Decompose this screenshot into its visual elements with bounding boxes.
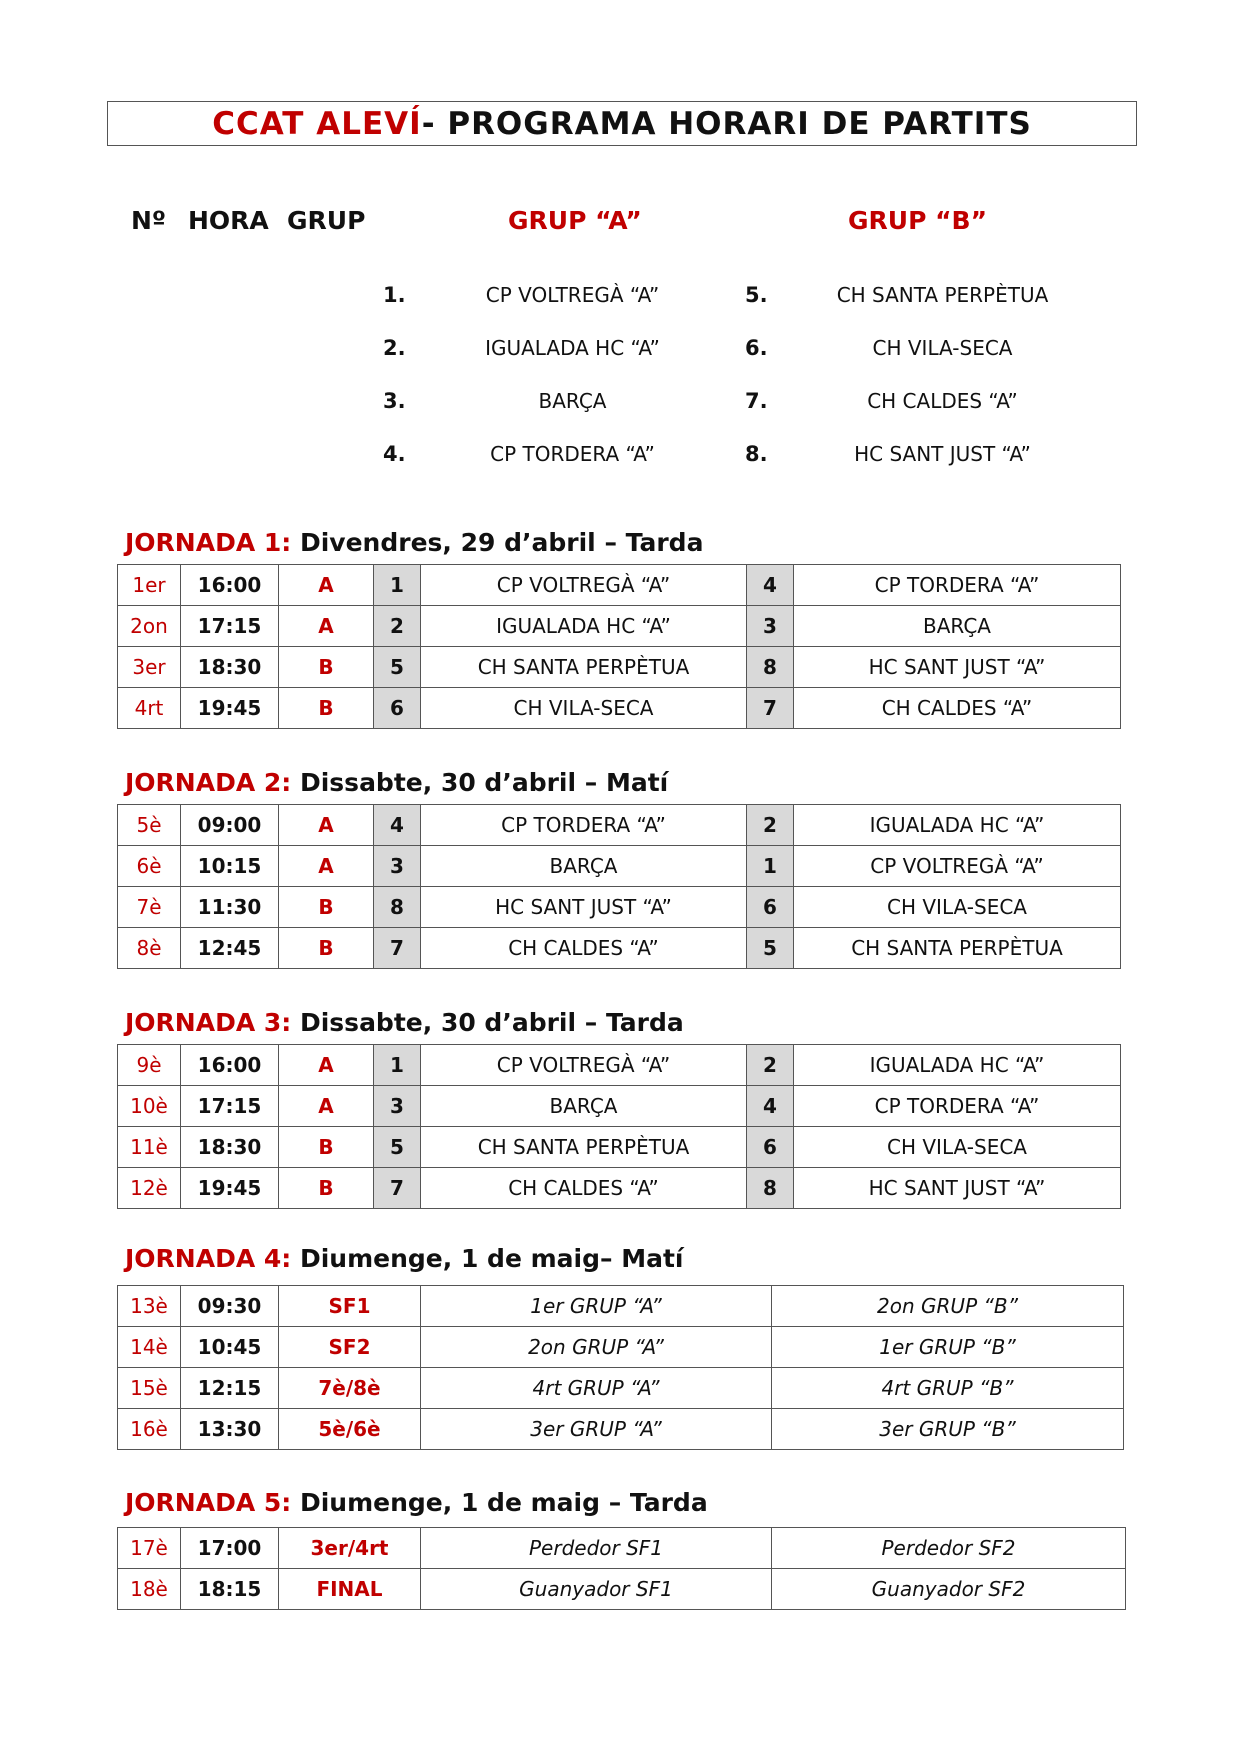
- home-team: CH SANTA PERPÈTUA: [421, 1127, 747, 1168]
- jornada-desc: Divendres, 29 d’abril – Tarda: [291, 528, 704, 557]
- away-number: 4: [747, 1086, 794, 1127]
- match-order: 6è: [118, 846, 181, 887]
- match-time: 09:00: [181, 805, 279, 846]
- jornada-heading: [125, 768, 668, 797]
- match-time: 16:00: [181, 565, 279, 606]
- match-group: B: [279, 928, 374, 969]
- group-a-team: CP VOLTREGÀ “A”: [485, 283, 660, 307]
- jornada-heading: [125, 1244, 683, 1273]
- match-order: 2on: [118, 606, 181, 647]
- group-a-team: CP TORDERA “A”: [490, 442, 655, 466]
- home-number: 7: [374, 1168, 421, 1209]
- table-row: [118, 928, 1121, 969]
- table-row: [118, 1569, 1126, 1610]
- header-group-b: GRUP “B”: [848, 206, 988, 235]
- away-number: 2: [747, 1045, 794, 1086]
- header-no: Nº: [131, 206, 167, 235]
- home-team: CH CALDES “A”: [421, 1168, 747, 1209]
- match-group: B: [279, 887, 374, 928]
- home-number: 3: [374, 1086, 421, 1127]
- home-number: 7: [374, 928, 421, 969]
- table-row: [118, 1528, 1126, 1569]
- home-team: IGUALADA HC “A”: [421, 606, 747, 647]
- match-order: 11è: [118, 1127, 181, 1168]
- group-a-num: 1.: [383, 283, 406, 307]
- schedule-table-jornada-5: [117, 1527, 1126, 1610]
- match-group: A: [279, 1045, 374, 1086]
- jornada-label: JORNADA 3:: [125, 1008, 292, 1037]
- group-a-team: IGUALADA HC “A”: [485, 336, 660, 360]
- group-b-num: 5.: [745, 283, 768, 307]
- match-time: 09:30: [181, 1286, 279, 1327]
- home-number: 1: [374, 565, 421, 606]
- match-time: 19:45: [181, 688, 279, 729]
- match-group: B: [279, 1168, 374, 1209]
- table-row: [118, 1168, 1121, 1209]
- match-round: 5è/6è: [279, 1409, 421, 1450]
- home-team: 3er GRUP “A”: [421, 1409, 772, 1450]
- schedule-table-jornada-4: [117, 1285, 1124, 1450]
- group-b-num: 7.: [745, 389, 768, 413]
- home-team: CH CALDES “A”: [421, 928, 747, 969]
- table-row: [118, 1409, 1124, 1450]
- group-b-team: CH VILA-SECA: [872, 336, 1013, 360]
- table-row: [118, 887, 1121, 928]
- away-team: IGUALADA HC “A”: [794, 1045, 1121, 1086]
- home-team: Guanyador SF1: [421, 1569, 772, 1610]
- jornada-desc: Dissabte, 30 d’abril – Matí: [291, 768, 669, 797]
- jornada-desc: Diumenge, 1 de maig – Tarda: [291, 1488, 708, 1517]
- home-number: 2: [374, 606, 421, 647]
- match-order: 12è: [118, 1168, 181, 1209]
- home-team: HC SANT JUST “A”: [421, 887, 747, 928]
- away-team: CH VILA-SECA: [794, 887, 1121, 928]
- away-number: 2: [747, 805, 794, 846]
- group-a-num: 4.: [383, 442, 406, 466]
- home-team: BARÇA: [421, 1086, 747, 1127]
- match-round: 7è/8è: [279, 1368, 421, 1409]
- match-order: 5è: [118, 805, 181, 846]
- match-time: 18:30: [181, 1127, 279, 1168]
- title-tournament: CCAT ALEVÍ: [212, 105, 422, 142]
- match-order: 15è: [118, 1368, 181, 1409]
- match-group: A: [279, 565, 374, 606]
- table-row: [118, 805, 1121, 846]
- match-order: 7è: [118, 887, 181, 928]
- match-time: 19:45: [181, 1168, 279, 1209]
- home-number: 1: [374, 1045, 421, 1086]
- jornada-label: JORNADA 4:: [125, 1244, 292, 1273]
- table-row: [118, 606, 1121, 647]
- schedule-table-jornada-2: [117, 804, 1121, 969]
- away-number: 8: [747, 1168, 794, 1209]
- jornada-label: JORNADA 5:: [125, 1488, 292, 1517]
- schedule-table-jornada-3: [117, 1044, 1121, 1209]
- group-a-num: 3.: [383, 389, 406, 413]
- match-order: 17è: [118, 1528, 181, 1569]
- away-team: HC SANT JUST “A”: [794, 1168, 1121, 1209]
- away-team: 3er GRUP “B”: [772, 1409, 1124, 1450]
- match-group: B: [279, 1127, 374, 1168]
- jornada-desc: Dissabte, 30 d’abril – Tarda: [291, 1008, 684, 1037]
- table-row: [118, 1127, 1121, 1168]
- match-round: FINAL: [279, 1569, 421, 1610]
- home-number: 8: [374, 887, 421, 928]
- header-hora: HORA: [188, 206, 269, 235]
- match-order: 10è: [118, 1086, 181, 1127]
- group-a-team: BARÇA: [538, 389, 607, 413]
- match-round: SF1: [279, 1286, 421, 1327]
- match-time: 17:00: [181, 1528, 279, 1569]
- home-team: Perdedor SF1: [421, 1528, 772, 1569]
- away-number: 6: [747, 1127, 794, 1168]
- match-order: 3er: [118, 647, 181, 688]
- home-team: 1er GRUP “A”: [421, 1286, 772, 1327]
- home-number: 4: [374, 805, 421, 846]
- away-team: CH CALDES “A”: [794, 688, 1121, 729]
- table-row: [118, 688, 1121, 729]
- group-a-num: 2.: [383, 336, 406, 360]
- jornada-desc: Diumenge, 1 de maig– Matí: [291, 1244, 684, 1273]
- home-number: 5: [374, 647, 421, 688]
- away-number: 5: [747, 928, 794, 969]
- match-order: 8è: [118, 928, 181, 969]
- match-group: A: [279, 805, 374, 846]
- away-team: 4rt GRUP “B”: [772, 1368, 1124, 1409]
- group-b-num: 6.: [745, 336, 768, 360]
- away-team: CH VILA-SECA: [794, 1127, 1121, 1168]
- match-time: 16:00: [181, 1045, 279, 1086]
- group-b-num: 8.: [745, 442, 768, 466]
- match-order: 1er: [118, 565, 181, 606]
- match-order: 16è: [118, 1409, 181, 1450]
- match-time: 17:15: [181, 606, 279, 647]
- table-row: [118, 647, 1121, 688]
- match-time: 13:30: [181, 1409, 279, 1450]
- table-row: [118, 1286, 1124, 1327]
- home-team: CH SANTA PERPÈTUA: [421, 647, 747, 688]
- table-row: [118, 1086, 1121, 1127]
- header-grup: GRUP: [287, 206, 366, 235]
- away-number: 4: [747, 565, 794, 606]
- group-b-team: HC SANT JUST “A”: [854, 442, 1031, 466]
- jornada-heading: [125, 528, 703, 557]
- table-row: [118, 1045, 1121, 1086]
- away-team: CP TORDERA “A”: [794, 1086, 1121, 1127]
- header-group-a: GRUP “A”: [508, 206, 642, 235]
- away-number: 8: [747, 647, 794, 688]
- away-team: HC SANT JUST “A”: [794, 647, 1121, 688]
- table-row: [118, 1368, 1124, 1409]
- away-team: BARÇA: [794, 606, 1121, 647]
- group-b-team: CH CALDES “A”: [867, 389, 1018, 413]
- match-group: A: [279, 1086, 374, 1127]
- match-round: 3er/4rt: [279, 1528, 421, 1569]
- table-row: [118, 1327, 1124, 1368]
- home-number: 3: [374, 846, 421, 887]
- jornada-heading: [125, 1488, 708, 1517]
- home-team: BARÇA: [421, 846, 747, 887]
- table-row: [118, 565, 1121, 606]
- home-number: 6: [374, 688, 421, 729]
- home-team: CP VOLTREGÀ “A”: [421, 1045, 747, 1086]
- away-team: Guanyador SF2: [772, 1569, 1126, 1610]
- schedule-table-jornada-1: [117, 564, 1121, 729]
- away-team: IGUALADA HC “A”: [794, 805, 1121, 846]
- away-team: 1er GRUP “B”: [772, 1327, 1124, 1368]
- match-time: 12:45: [181, 928, 279, 969]
- match-order: 4rt: [118, 688, 181, 729]
- match-order: 13è: [118, 1286, 181, 1327]
- away-number: 7: [747, 688, 794, 729]
- match-time: 10:15: [181, 846, 279, 887]
- home-team: CH VILA-SECA: [421, 688, 747, 729]
- group-b-team: CH SANTA PERPÈTUA: [836, 283, 1049, 307]
- page-title: [107, 101, 1137, 146]
- match-time: 11:30: [181, 887, 279, 928]
- match-group: A: [279, 846, 374, 887]
- match-round: SF2: [279, 1327, 421, 1368]
- away-team: CP TORDERA “A”: [794, 565, 1121, 606]
- home-team: 2on GRUP “A”: [421, 1327, 772, 1368]
- jornada-label: JORNADA 2:: [125, 768, 292, 797]
- away-number: 6: [747, 887, 794, 928]
- away-team: Perdedor SF2: [772, 1528, 1126, 1569]
- match-order: 14è: [118, 1327, 181, 1368]
- away-number: 1: [747, 846, 794, 887]
- home-number: 5: [374, 1127, 421, 1168]
- away-number: 3: [747, 606, 794, 647]
- match-time: 10:45: [181, 1327, 279, 1368]
- match-order: 9è: [118, 1045, 181, 1086]
- table-row: [118, 846, 1121, 887]
- match-order: 18è: [118, 1569, 181, 1610]
- home-team: CP VOLTREGÀ “A”: [421, 565, 747, 606]
- home-team: CP TORDERA “A”: [421, 805, 747, 846]
- match-time: 18:15: [181, 1569, 279, 1610]
- jornada-heading: [125, 1008, 684, 1037]
- match-group: B: [279, 647, 374, 688]
- match-time: 18:30: [181, 647, 279, 688]
- away-team: 2on GRUP “B”: [772, 1286, 1124, 1327]
- match-group: B: [279, 688, 374, 729]
- away-team: CP VOLTREGÀ “A”: [794, 846, 1121, 887]
- jornada-label: JORNADA 1:: [125, 528, 292, 557]
- match-time: 17:15: [181, 1086, 279, 1127]
- title-subtitle: - PROGRAMA HORARI DE PARTITS: [421, 105, 1032, 142]
- match-time: 12:15: [181, 1368, 279, 1409]
- home-team: 4rt GRUP “A”: [421, 1368, 772, 1409]
- away-team: CH SANTA PERPÈTUA: [794, 928, 1121, 969]
- match-group: A: [279, 606, 374, 647]
